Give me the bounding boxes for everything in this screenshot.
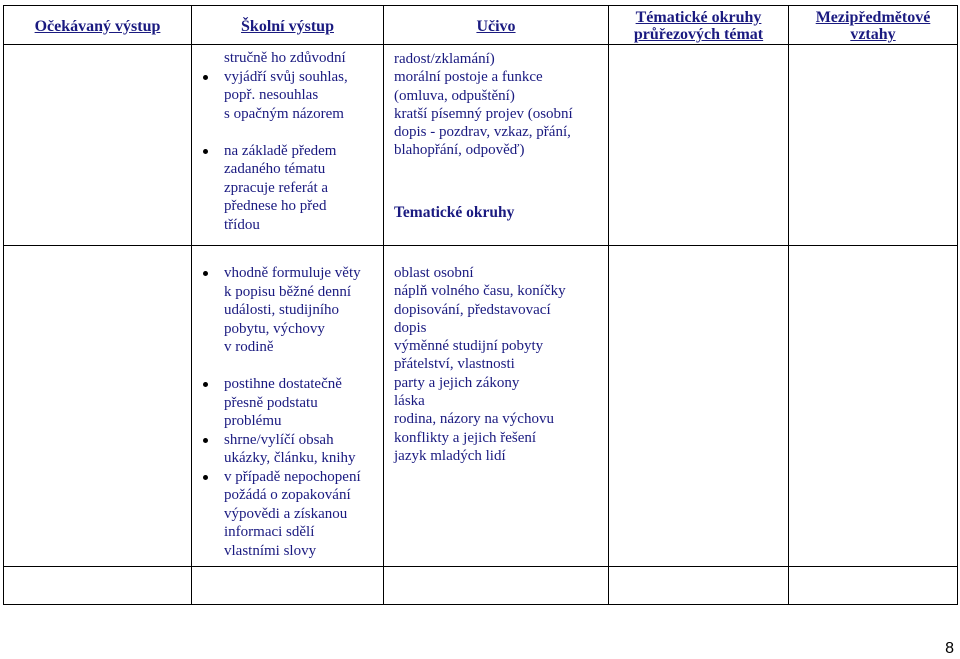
- cell-skolni-3: [192, 567, 384, 605]
- header-ucivo: Učivo: [384, 6, 609, 45]
- list-item: problému: [224, 413, 282, 429]
- header-skolni-vystup: Školní výstup: [192, 6, 384, 45]
- list-item: postihne dostatečně: [192, 375, 383, 394]
- ucivo-section-title: Tematické okruhy: [394, 203, 515, 221]
- list-item: v případě nepochopení: [192, 468, 383, 487]
- list-item: události, studijního: [224, 302, 340, 318]
- ucivo-line: kratší písemný projev (osobní: [394, 105, 573, 122]
- list-item: na základě předem: [192, 142, 383, 161]
- list-item: požádá o zopakování: [224, 487, 351, 503]
- list-item: stručně ho zdůvodní: [224, 50, 346, 66]
- ucivo-line: morální postoje a funkce: [394, 69, 543, 86]
- ucivo-line: konflikty a jejich řešení: [394, 429, 537, 446]
- cell-ocekavany-2: [4, 246, 192, 567]
- list-item: [192, 357, 383, 376]
- cell-ucivo-1: [384, 45, 609, 246]
- list-item: zpracuje referát a: [224, 179, 329, 196]
- header-mezipredmetove-vztahy: Mezipředmětové vztahy: [789, 6, 958, 45]
- ucivo-line: dopis: [394, 319, 427, 336]
- list-item: v rodině: [224, 339, 274, 355]
- ucivo-line: láska: [394, 393, 425, 410]
- curriculum-table: [3, 5, 958, 605]
- list-item: zadaného tématu: [224, 161, 326, 177]
- list-item: ukázky, článku, knihy: [224, 450, 356, 466]
- list-item: shrne/vylíčí obsah: [192, 431, 383, 450]
- ucivo-line: jazyk mladých lidí: [394, 447, 506, 464]
- cell-mezipredmetove-1: [789, 45, 958, 246]
- ucivo-line: výměnné studijní pobyty: [394, 338, 544, 355]
- cell-tematicke-3: [609, 567, 789, 605]
- header-ocekavany-vystup: Očekávaný výstup: [4, 6, 192, 45]
- header-tematicke-okruhy: Tématické okruhy průřezových témat: [609, 6, 789, 45]
- ucivo-line: náplň volného času, koníčky: [394, 283, 566, 300]
- list-item: vlastními slovy: [224, 542, 317, 559]
- content-row-1: [4, 45, 958, 246]
- list-item: pobytu, výchovy: [224, 320, 325, 337]
- ucivo-line: party a jejich zákony: [394, 374, 520, 391]
- ucivo-line: dopis - pozdrav, vzkaz, přání,: [394, 124, 571, 141]
- list-item: přednese ho před: [224, 198, 327, 214]
- cell-tematicke-2: [609, 246, 789, 567]
- ucivo-line: rodina, názory na výchovu: [394, 411, 554, 428]
- ucivo-line: oblast osobní: [394, 265, 474, 281]
- page-number: 8: [945, 640, 954, 657]
- ucivo-line: radost/zklamání): [394, 51, 495, 67]
- list-item: vyjádří svůj souhlas,: [192, 68, 383, 87]
- list-item: třídou: [224, 216, 260, 233]
- cell-tematicke-1: [609, 45, 789, 246]
- ucivo-line: blahopřání, odpověď): [394, 142, 525, 159]
- ucivo-line: (omluva, odpuštění): [394, 87, 515, 104]
- list-item: výpovědi a získanou: [224, 505, 348, 522]
- list-item: k popisu běžné denní: [224, 283, 352, 300]
- content-row-2: [4, 246, 958, 567]
- ucivo-line: přátelství, vlastnosti: [394, 356, 515, 373]
- header-row: [4, 6, 958, 45]
- cell-mezipredmetove-3: [789, 567, 958, 605]
- content-row-3: [4, 567, 958, 605]
- cell-skolni-1: [192, 45, 384, 246]
- cell-ucivo-3: [384, 567, 609, 605]
- list-item: popř. nesouhlas: [224, 87, 319, 103]
- list-item: s opačným názorem: [224, 105, 344, 122]
- list-item: [192, 123, 383, 142]
- cell-ocekavany-1: [4, 45, 192, 246]
- cell-ucivo-2: [384, 246, 609, 567]
- cell-ocekavany-3: [4, 567, 192, 605]
- cell-skolni-2: [192, 246, 384, 567]
- list-item: přesně podstatu: [224, 394, 318, 411]
- list-item: informaci sdělí: [224, 524, 315, 540]
- cell-mezipredmetove-2: [789, 246, 958, 567]
- ucivo-line: dopisování, představovací: [394, 301, 551, 318]
- list-item: vhodně formuluje věty: [192, 264, 383, 283]
